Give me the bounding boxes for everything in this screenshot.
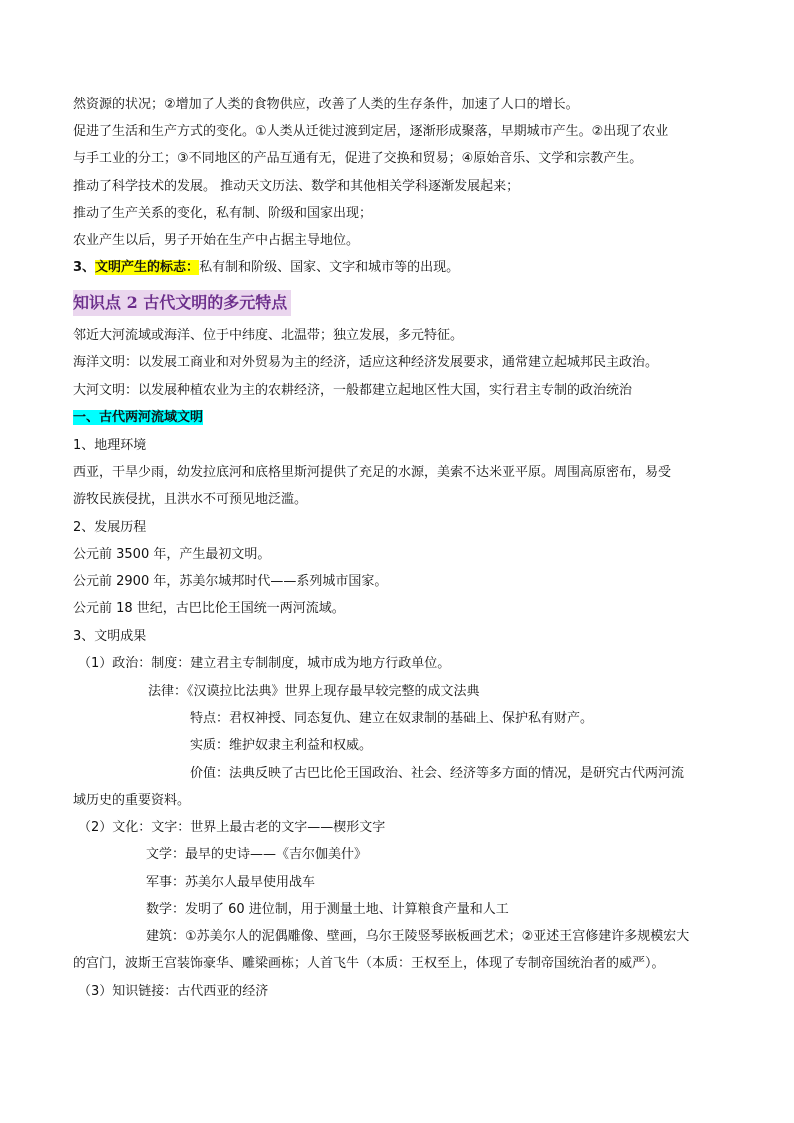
paragraph-line: 促进了生活和生产方式的变化。①人类从迁徙过渡到定居，逐渐形成聚落，早期城市产生。②出现了农业: [73, 124, 669, 139]
math-line: 数学：发明了 60 进位制，用于测量土地、计算粮食产量和人工: [146, 902, 509, 917]
feature-line: 邻近大河流域或海洋、位于中纬度、北温带；独立发展，多元特征。: [73, 328, 464, 343]
paragraph-line: 与手工业的分工；③不同地区的产品互通有无，促进了交换和贸易；④原始音乐、文学和宗教产生。: [73, 151, 643, 166]
law-value-line: 价值：法典反映了古巴比伦王国政治、社会、经济等多方面的情况，是研究古代两河流: [190, 766, 685, 781]
architecture-line: 的宫门，波斯王宫装饰豪华、雕梁画栋；人首飞牛（本质：王权至上，体现了专制帝国统治者的威严）。: [73, 956, 665, 971]
politics-line: （1）政治：制度：建立君主专制制度，城市成为地方行政单位。: [78, 656, 451, 671]
section-title: 一、古代两河流域文明: [73, 410, 204, 425]
architecture-line: 建筑：①苏美尔人的泥偶雕像、壁画，乌尔王陵竖琴嵌板画艺术；②亚述王宫修建许多规模宏大: [146, 929, 690, 944]
knowledge-link-line: （3）知识链接：古代西亚的经济: [78, 984, 269, 999]
paragraph-line: 游牧民族侵扰，且洪水不可预见地泛滥。: [73, 492, 308, 507]
feature-line: 海洋文明：以发展工商业和对外贸易为主的经济，适应这种经济发展要求，通常建立起城邦民主政治。: [73, 355, 659, 370]
paragraph-line: 西亚，干旱少雨，幼发拉底河和底格里斯河提供了充足的水源，美索不达米亚平原。周围高原密布，易受: [73, 465, 672, 480]
timeline-item: 公元前 3500 年，产生最初文明。: [73, 547, 271, 562]
timeline-item: 公元前 2900 年，苏美尔城邦时代——系列城市国家。: [73, 574, 388, 589]
law-value-line: 域历史的重要资料。: [73, 793, 191, 808]
civ-sign-text: 私有制和阶级、国家、文字和城市等的出现。: [199, 260, 460, 275]
paragraph-line: 农业产生以后，男子开始在生产中占据主导地位。: [73, 233, 360, 248]
culture-line: （2）文化：文字：世界上最古老的文字——楔形文字: [78, 820, 386, 835]
civilization-sign-line: [73, 258, 723, 278]
knowledge-point-heading: 知识点 2 古代文明的多元特点: [73, 290, 291, 316]
paragraph-line: 推动了科学技术的发展。 推动天文历法、数学和其他相关学科逐渐发展起来；: [73, 179, 520, 194]
law-feature-line: 特点：君权神授、同态复仇、建立在奴隶制的基础上、保护私有财产。: [190, 711, 594, 726]
paragraph-line: 然资源的状况；②增加了人类的食物供应，改善了人类的生存条件，加速了人口的增长。: [73, 97, 579, 112]
subheading: 1、地理环境: [73, 438, 147, 453]
subheading: 2、发展历程: [73, 520, 147, 535]
law-line: 法律：《汉谟拉比法典》世界上现存最早较完整的成文法典: [148, 684, 480, 699]
literature-line: 文学：最早的史诗——《吉尔伽美什》: [146, 847, 368, 862]
section-heading: [73, 408, 203, 428]
paragraph-line: 推动了生产关系的变化，私有制、阶级和国家出现；: [73, 206, 373, 221]
military-line: 军事：苏美尔人最早使用战车: [146, 875, 316, 890]
civ-sign-prefix: 3、: [73, 260, 96, 275]
feature-line: 大河文明：以发展种植农业为主的农耕经济，一般都建立起地区性大国，实行君主专制的政治统治: [73, 383, 633, 398]
law-essence-line: 实质：维护奴隶主利益和权威。: [190, 738, 373, 753]
civ-sign-label: 文明产生的标志：: [95, 260, 200, 275]
timeline-item: 公元前 18 世纪，古巴比伦王国统一两河流域。: [73, 601, 345, 616]
subheading: 3、文明成果: [73, 629, 147, 644]
